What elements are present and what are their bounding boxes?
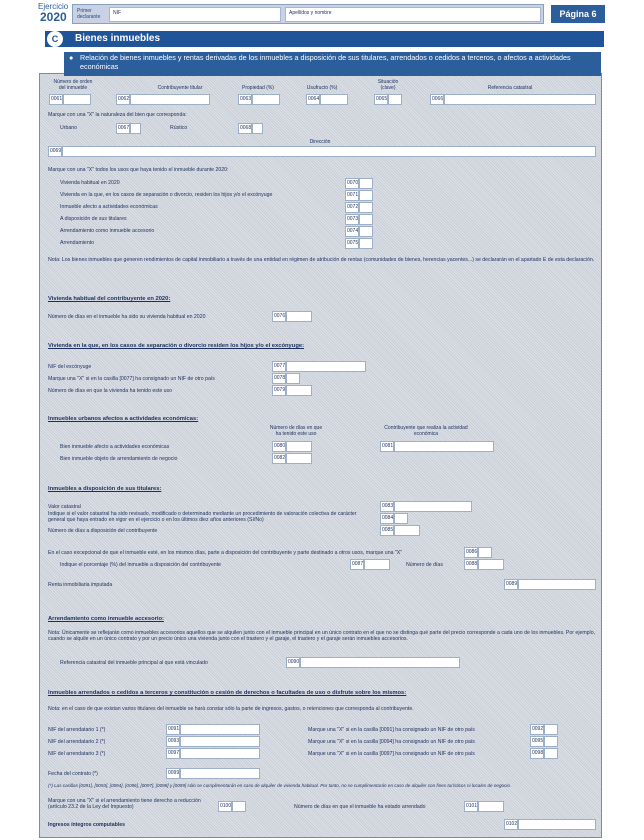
code-0079: 0079 [272, 385, 286, 396]
separacion-marque-label: Marque una "X" si en la casilla [0077] ha consignado un NIF de otro país [48, 376, 215, 382]
negocio-dias-input[interactable] [286, 453, 312, 464]
accesorio-ref-label: Referencia catastral del inmueble principal al que está vinculado [60, 660, 208, 666]
pais1-checkbox[interactable] [544, 724, 558, 735]
code-0083: 0083 [380, 501, 394, 512]
reduccion-label: Marque con una "X" si el arrendamiento tiene derecho a reducción (artículo 23.2 de la Ley del Impuesto) [48, 798, 201, 811]
direccion-input[interactable] [62, 146, 596, 157]
fecha-label: Fecha del contrato (*) [48, 771, 98, 777]
accesorio-title: Arrendamiento como inmueble accesorio: [48, 616, 164, 622]
form-panel [39, 73, 602, 838]
revisado-input[interactable] [394, 513, 408, 524]
apellidos-label: Apellidos y nombre [289, 10, 332, 16]
disposicion-dias-input[interactable] [394, 525, 420, 536]
uso-checkbox-0070[interactable] [359, 178, 373, 189]
code-0064: 0064 [306, 94, 320, 105]
code-0065: 0065 [374, 94, 388, 105]
uso-checkbox-0074[interactable] [359, 226, 373, 237]
rustico-checkbox[interactable] [252, 123, 263, 134]
code-0095: 0095 [530, 736, 544, 747]
afectos-r1: Bien inmueble afecto a actividades económicas [60, 444, 170, 450]
page-number: Página 6 [551, 5, 605, 23]
code-0092: 0092 [530, 724, 544, 735]
code-0068: 0068 [238, 123, 252, 134]
code-0086: 0086 [464, 547, 478, 558]
disposicion-title: Inmuebles a disposición de sus titulares: [48, 486, 162, 492]
arrendados-title: Inmuebles arrendados o cedidos a terceros y constitución o cesión de derechos o facultades de uso o disfrute sobre los mismos: [48, 690, 407, 696]
arrendados-nota: Nota: en el caso de que existan varios titulares del inmueble se hará constar sólo la parte de ingresos, gastos, o retenciones que corresponda al contribuyente. [48, 706, 414, 712]
code-0089: 0089 [504, 579, 518, 590]
code-0078: 0078 [272, 373, 286, 384]
revisado-label: Indique si el valor catastral ha sido revisado, modificado o determinado mediante un procedimiento de valoración colectiva de carácter general que haya entrado en vigor en el ejercicio o en los últimos diez años anteriores (Sí/No) [48, 511, 357, 524]
code-0080: 0080 [272, 441, 286, 452]
code-0084: 0084 [380, 513, 394, 524]
code-0067: 0067 [116, 123, 130, 134]
porcentaje-label: Indique el porcentaje (%) del inmueble a disposición del contribuyente [60, 562, 221, 568]
nif-label: NIF [113, 10, 122, 16]
declarante-box [72, 4, 544, 24]
afectos-col-contrib: Contribuyente que realiza la actividad económica [384, 425, 468, 437]
code-0093: 0093 [166, 736, 180, 747]
pais1-label: Marque una "X" si en la casilla [0091] ha consignado un NIF de otro país [308, 727, 475, 733]
num-dias-label: Número de días [406, 562, 443, 568]
nif2-label: NIF del arrendatario 2 (*) [48, 739, 106, 745]
usos-prompt: Marque con una "X" todos los usos que haya tenido el inmueble durante 2020: [48, 167, 229, 173]
code-0088: 0088 [464, 559, 478, 570]
separacion-dias-input[interactable] [286, 385, 312, 396]
code-0069: 0069 [48, 146, 62, 157]
orden-input[interactable] [63, 94, 91, 105]
arrendado-dias-label: Número de días en que el inmueble ha estado arrendado [294, 804, 426, 810]
uso-3: A disposición de sus titulares [60, 216, 127, 222]
urbano-checkbox[interactable] [130, 123, 141, 134]
pais2-checkbox[interactable] [544, 736, 558, 747]
valor-catastral-label: Valor catastral [48, 504, 81, 510]
code-0072: 0072 [345, 202, 359, 213]
code-0081: 0081 [380, 441, 394, 452]
apellidos-field[interactable] [285, 7, 541, 22]
separacion-nif-input[interactable] [286, 361, 366, 372]
nif3-input[interactable] [180, 748, 260, 759]
code-0102: 0102 [504, 819, 518, 830]
uso-0: Vivienda habitual en 2020 [60, 180, 120, 186]
uso-1: Vivienda en la que, en los casos de separación o divorcio, residen los hijos y/o el excónyuge [60, 192, 273, 198]
asterisco-nota: (*) Las casillas [0091], [0093], [0094], [0096], [0097], [0098] y [0099] sólo se cumplimentarán en caso de alquiler de vivienda habitual. Por tanto, no se cumplimentarán en caso de alquiler con fines turísticos ni locales de negocio. [48, 783, 512, 788]
nif-field[interactable] [109, 7, 281, 22]
uso-checkbox-0073[interactable] [359, 214, 373, 225]
fecha-input[interactable] [180, 768, 260, 779]
code-0063: 0063 [238, 94, 252, 105]
referencia-input[interactable] [444, 94, 596, 105]
code-0087: 0087 [350, 559, 364, 570]
subtitle-text: Relación de bienes inmuebles y rentas derivadas de los inmuebles a disposición de sus titulares, arrendados o cedidos a terceros, o afectos a actividades económicas [80, 53, 571, 71]
uso-checkbox-0071[interactable] [359, 190, 373, 201]
ejercicio-year: 2020 [40, 10, 67, 24]
afectos-contrib-input[interactable] [394, 441, 494, 452]
code-0090: 0090 [286, 657, 300, 668]
code-0070: 0070 [345, 178, 359, 189]
vivienda-title: Vivienda habitual del contribuyente en 2020: [48, 296, 171, 302]
uso-checkbox-0075[interactable] [359, 238, 373, 249]
code-0097: 0097 [166, 748, 180, 759]
section-letter: C [47, 31, 63, 47]
uso-5: Arrendamiento [60, 240, 95, 246]
code-0073: 0073 [345, 214, 359, 225]
col-usufructo: Usufructo (%) [306, 85, 338, 91]
bullet-icon: ● [69, 53, 74, 62]
col-titular: Contribuyente titular [157, 85, 203, 91]
direccion-label: Dirección [309, 139, 331, 145]
afectos-title: Inmuebles urbanos afectos a actividades económicas: [48, 416, 199, 422]
afectos-r2: Bien inmueble objeto de arrendamiento de negocio [60, 456, 178, 462]
code-0066: 0066 [430, 94, 444, 105]
reduccion-checkbox[interactable] [232, 801, 246, 812]
separacion-pais-checkbox[interactable] [286, 373, 300, 384]
code-0075: 0075 [345, 238, 359, 249]
afectos-col-dias: Número de días en que ha tenido este uso [269, 425, 323, 437]
num-dias-input[interactable] [478, 559, 504, 570]
code-0082: 0082 [272, 453, 286, 464]
pais3-label: Marque una "X" si en la casilla [0097] ha consignado un NIF de otro país [308, 751, 475, 757]
separacion-dias-label: Número de días en que la vivienda ha tenido este uso [48, 388, 173, 394]
code-0101: 0101 [464, 801, 478, 812]
page-header [0, 0, 644, 30]
situacion-input[interactable] [388, 94, 402, 105]
nif2-input[interactable] [180, 736, 260, 747]
code-0085: 0085 [380, 525, 394, 536]
code-0061: 0061 [49, 94, 63, 105]
code-0099: 0099 [166, 768, 180, 779]
section-title: Bienes inmuebles [75, 33, 161, 44]
nota-atribucion: Nota: Los bienes inmuebles que generen rendimientos de capital inmobiliario a través de una entidad en régimen de atribución de rentas (comunidades de bienes, herencias yacentes...) se declararán en el apartado E de esta declaración. [48, 257, 595, 263]
code-0071: 0071 [345, 190, 359, 201]
vivienda-dias-input[interactable] [286, 311, 312, 322]
usufructo-input[interactable] [320, 94, 348, 105]
col-referencia: Referencia catastral [487, 85, 533, 91]
separacion-nif-label: NIF del excónyuge [48, 364, 92, 370]
uso-4: Arrendamiento como inmueble accesorio [60, 228, 155, 234]
uso-checkbox-0072[interactable] [359, 202, 373, 213]
renta-imputada-input[interactable] [518, 579, 596, 590]
accesorio-nota: Nota: Únicamente se reflejarán como inmuebles accesorios aquellos que se alquilen junto con el inmueble principal en un único contrato en el que no se distinga qué parte del precio corresponde a cada uno de los inmuebles. Por ejemplo, cuando se alquile en un único contrato y por un precio único una vivienda junto con el trastero y el garaje, el trastero y el garaje serán inmuebles accesorios. [48, 630, 596, 643]
code-0062: 0062 [116, 94, 130, 105]
col-situacion: Situación (clave) [377, 79, 399, 91]
nif1-input[interactable] [180, 724, 260, 735]
ingresos-input[interactable] [518, 819, 596, 830]
code-0100: 0100 [218, 801, 232, 812]
disposicion-dias-label: Número de días a disposición del contribuyente [48, 528, 158, 534]
renta-imputada-label: Renta inmobiliaria imputada [48, 582, 113, 588]
ingresos-label: Ingresos íntegros computables [48, 822, 125, 828]
afectos-dias-input[interactable] [286, 441, 312, 452]
separacion-title: Vivienda en la que, en los casos de separación o divorcio residen los hijos y/o el excónyuge: [48, 343, 305, 349]
pais3-checkbox[interactable] [544, 748, 558, 759]
code-0074: 0074 [345, 226, 359, 237]
nif3-label: NIF del arrendatario 3 (*) [48, 751, 106, 757]
arrendado-dias-input[interactable] [478, 801, 504, 812]
caso-excepcional-label: En el caso excepcional de que el inmueble esté, en los mismos días, parte a disposición del contribuyente y parte destinado a otros usos, marque una "X" [48, 550, 403, 556]
accesorio-ref-input[interactable] [300, 657, 460, 668]
ejercicio-label: Ejercicio [38, 2, 69, 11]
titular-input[interactable] [130, 94, 210, 105]
code-0091: 0091 [166, 724, 180, 735]
pais2-label: Marque una "X" si en la casilla [0094] ha consignado un NIF de otro país [308, 739, 475, 745]
nif1-label: NIF del arrendatario 1 (*) [48, 727, 106, 733]
code-0077: 0077 [272, 361, 286, 372]
valor-catastral-input[interactable] [394, 501, 472, 512]
col-orden: Número de orden del inmueble [53, 79, 93, 91]
porcentaje-input[interactable] [364, 559, 390, 570]
primer-declarante-label: Primer declarante [77, 8, 101, 20]
code-0098: 0098 [530, 748, 544, 759]
caso-excepcional-checkbox[interactable] [478, 547, 492, 558]
section-subtitle [64, 52, 601, 76]
naturaleza-prompt: Marque con una "X" la naturaleza del bien que corresponda: [48, 112, 187, 118]
uso-2: Inmueble afecto a actividades económicas [60, 204, 158, 210]
code-0076: 0076 [272, 311, 286, 322]
rustico-label: Rústico [170, 125, 188, 131]
vivienda-dias-label: Número de días en el inmueble ha sido su vivienda habitual en 2020 [48, 314, 206, 320]
propiedad-input[interactable] [252, 94, 280, 105]
urbano-label: Urbano [60, 125, 78, 131]
col-propiedad: Propiedad (%) [242, 85, 274, 91]
